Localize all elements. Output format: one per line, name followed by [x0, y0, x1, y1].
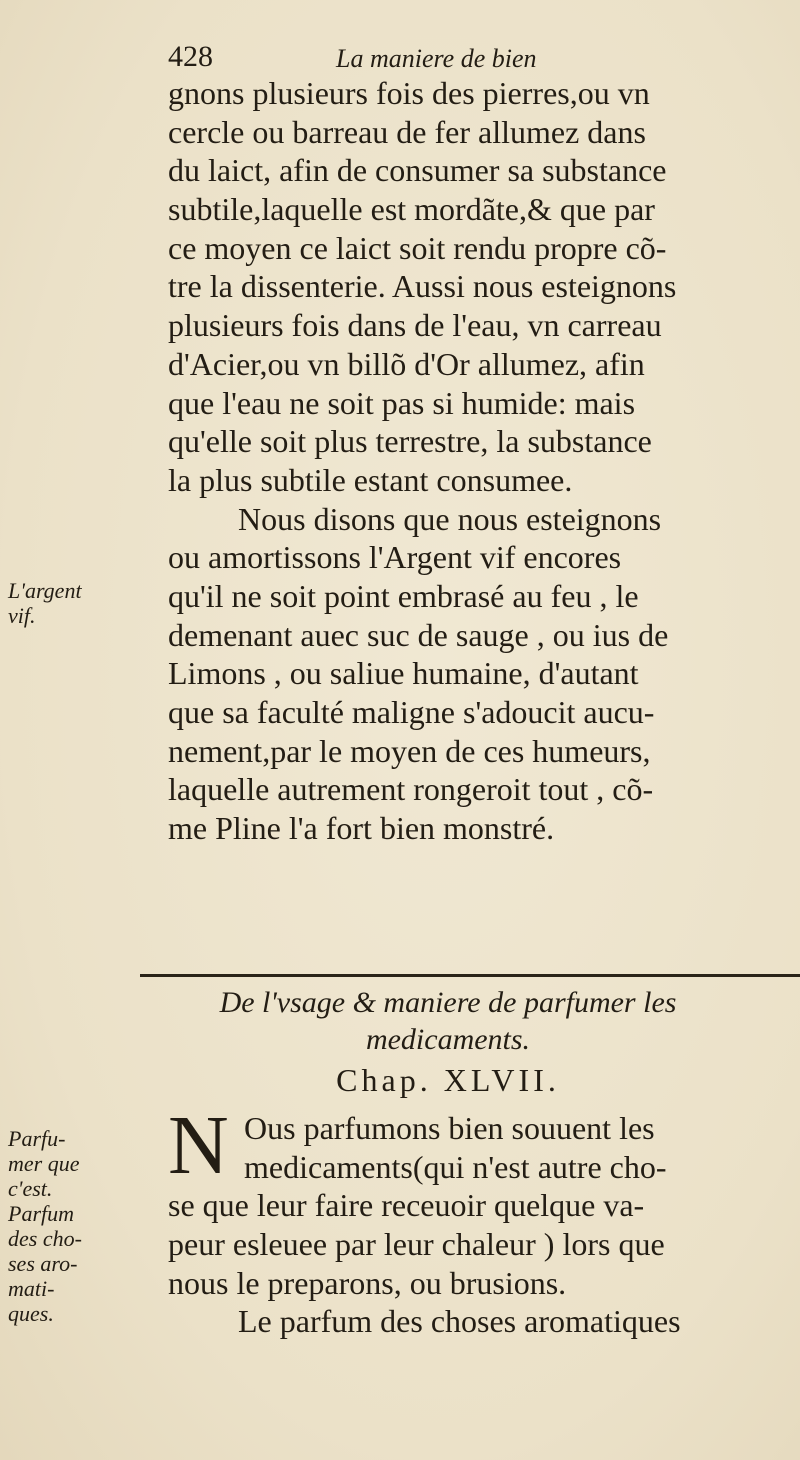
text-line: nous le preparons, ou brusions.: [168, 1264, 567, 1301]
chapter-title-line-1: De l'vsage & maniere de parfumer les: [219, 986, 677, 1019]
text-line: subtile,laquelle est mordãte,& que par: [168, 191, 655, 228]
text-line: tre la dissenterie. Aussi nous esteignons: [168, 268, 677, 305]
text-line: plusieurs fois dans de l'eau, vn carreau: [168, 307, 662, 344]
text-line: Ous parfumons bien souuent les: [244, 1110, 655, 1146]
text-line: que l'eau ne soit pas si humide: mais: [168, 384, 636, 421]
text-line: Le parfum des choses aromatiques: [238, 1303, 681, 1340]
text-line: que sa faculté maligne s'adoucit aucu-: [168, 694, 655, 730]
chapter-title-line-2: medicaments.: [365, 1023, 531, 1056]
text-line: du laict, afin de consumer sa substance: [168, 152, 667, 189]
text-line: nement,par le moyen de ces humeurs,: [168, 732, 651, 769]
main-text: [168, 74, 800, 848]
text-line: la plus subtile estant consumee.: [168, 461, 573, 498]
text-line: demenant auec suc de sauge , ou ius de: [168, 616, 669, 653]
drop-cap: N: [168, 1099, 229, 1192]
running-title: La maniere de bien: [336, 44, 537, 73]
margin-note-parfumer: [8, 1126, 82, 1326]
text-line: qu'elle soit plus terrestre, la substance: [168, 423, 652, 460]
margin-note-line: L'argent: [8, 578, 82, 603]
text-line: gnons plusieurs fois des pierres,ou vn: [168, 75, 650, 111]
text-line: Nous disons que nous esteignons: [238, 500, 662, 537]
text-line: se que leur faire receuoir quelque va-: [168, 1187, 645, 1224]
text-line: medicaments(qui n'est autre cho-: [244, 1148, 667, 1185]
text-line: d'Acier,ou vn billõ d'Or allumez, afin: [168, 345, 645, 382]
page-number: 428: [168, 40, 213, 73]
margin-note-line: Parfu-: [8, 1126, 66, 1151]
text-line: laquelle autrement rongeroit tout , cõ-: [168, 771, 654, 808]
margin-note-line: mati-: [8, 1276, 55, 1301]
section-divider: [140, 974, 800, 980]
text-line: peur esleuee par leur chaleur ) lors que: [168, 1226, 665, 1263]
margin-note-line: mer que: [8, 1151, 80, 1176]
margin-note-line: c'est.: [8, 1176, 53, 1201]
margin-note-line: des cho-: [8, 1226, 82, 1251]
text-line: cercle ou barreau de fer allumez dans: [168, 113, 646, 150]
margin-note-line: ses aro-: [8, 1251, 78, 1276]
chapter-number: Chap. XLVII.: [336, 1062, 560, 1098]
margin-note-line: vif.: [8, 603, 36, 628]
text-line: Limons , ou saliue humaine, d'autant: [168, 655, 639, 692]
margin-note-line: Parfum: [8, 1201, 74, 1226]
text-line: ou amortissons l'Argent vif encores: [168, 539, 622, 576]
text-line: qu'il ne soit point embrasé au feu , le: [168, 577, 639, 614]
section-2-text: [168, 1109, 800, 1341]
margin-note-line: ques.: [8, 1301, 54, 1326]
margin-note-argent-vif: [8, 578, 82, 628]
text-line: ce moyen ce laict soit rendu propre cõ-: [168, 229, 667, 266]
text-line: me Pline l'a fort bien monstré.: [168, 810, 555, 847]
